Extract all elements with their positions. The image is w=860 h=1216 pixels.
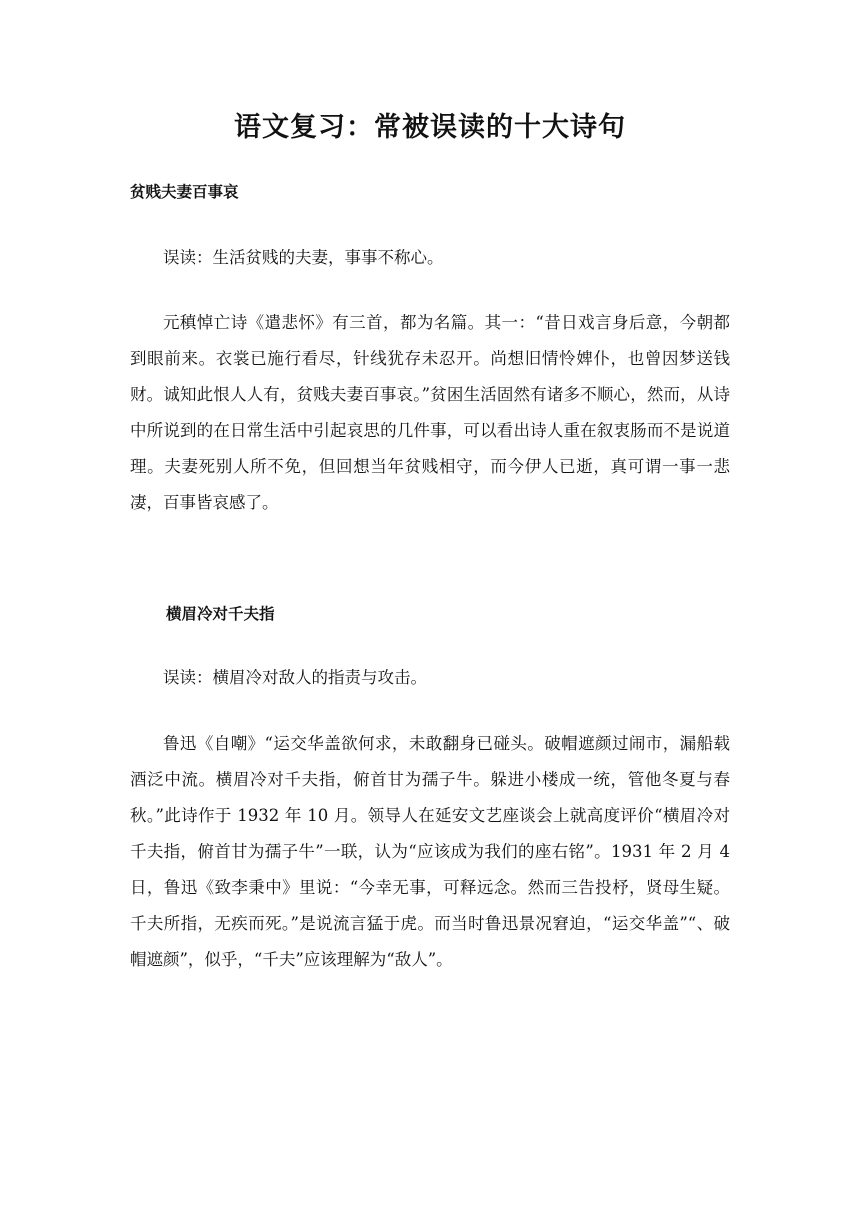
misreading-text-1: 误读：生活贫贱的夫妻，事事不称心。 (163, 248, 444, 267)
section-heading-2: 横眉冷对千夫指 (166, 605, 275, 623)
explanation-text-2: 鲁迅《自嘲》“运交华盖欲何求，未敢翻身已碰头。破帽遮颜过闹市，漏船载酒泛中流。横眉冷对千夫指，俯首甘为孺子牛。躲进小楼成一统，管他冬夏与春秋。”此诗作于 1932 年 10 月。领导人在延安文艺座谈会上就高度评价“横眉冷对千夫指，俯首甘为孺子牛”一联，认为“应该成为我们的座右铭”。1931 年 2 月 4 日，鲁迅《致李秉中》里说：“今幸无事，可释远念。然而三告投杼，贤母生疑。千夫所指，无疾而死。”是说流言猛于虎。而当时鲁迅景况窘迫，“运交华盖”“、破帽遮颜”，似乎，“千夫”应该理解为“敌人”。 (130, 734, 730, 969)
page-title: 语文复习：常被误读的十大诗句 (234, 112, 626, 143)
section-heading-1: 贫贱夫妻百事哀 (130, 183, 239, 201)
explanation-text-1: 元稹悼亡诗《遣悲怀》有三首，都为名篇。其一：“昔日戏言身后意，今朝都到眼前来。衣裳已施行看尽，针线犹存未忍开。尚想旧情怜婢仆，也曾因梦送钱财。诚知此恨人人有，贫贱夫妻百事哀。”贫困生活固然有诸多不顺心，然而，从诗中所说到的在日常生活中引起哀思的几件事，可以看出诗人重在叙衷肠而不是说道理。夫妻死别人所不免，但回想当年贫贱相守，而今伊人已逝，真可谓一事一悲凄，百事皆哀感了。 (130, 313, 730, 512)
misreading-text-2: 误读：横眉冷对敌人的指责与攻击。 (163, 668, 427, 687)
document-page (130, 0, 730, 1216)
